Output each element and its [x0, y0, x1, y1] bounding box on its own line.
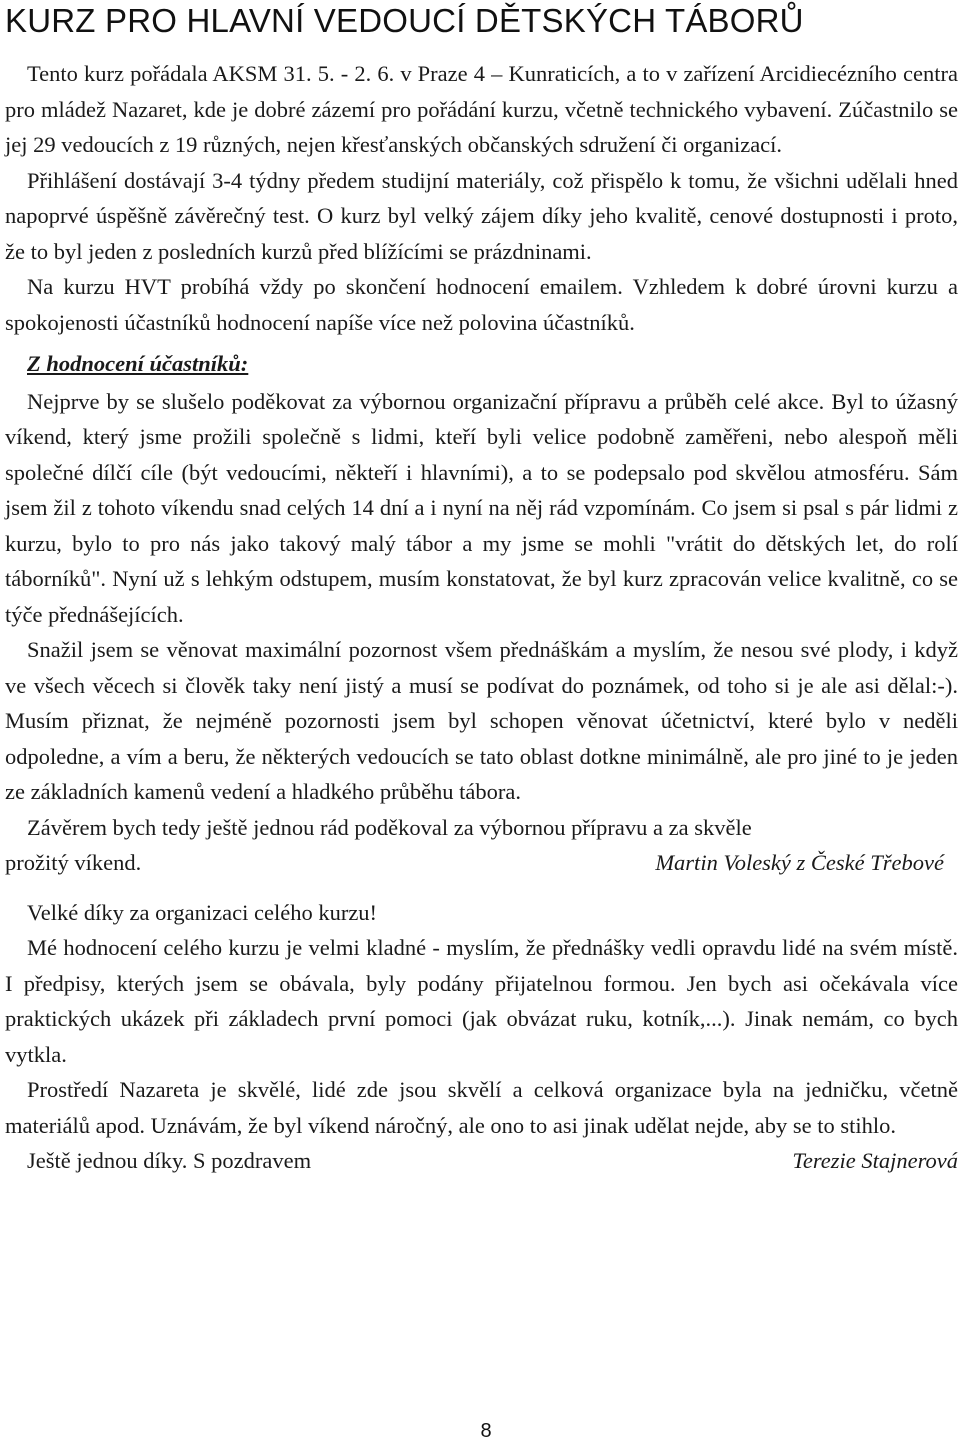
intro-paragraph-2: Přihlášení dostávají 3-4 týdny předem studijní materiály, což přispělo k tomu, že všichni udělali hned napoprvé úspěšně závěrečný test. O kurz byl velký zájem díky jeho kvalitě, cenové dostupnosti i proto, že to byl jeden z posledních kurzů před blížícími se prázdninami. [5, 167, 958, 264]
intro-paragraph-3: Na kurzu HVT probíhá vždy po skončení hodnocení emailem. Vzhledem k dobré úrovni kurzu a spokojenosti účastníků hodnocení napíše více než polovina účastníků. [5, 274, 958, 335]
review1-closing: Závěrem bych tedy ještě jednou rád poděkoval za výbornou přípravu a za skvěle [27, 814, 752, 840]
review2-signature: Terezie Stajnerová [792, 1148, 958, 1173]
review2-closing: Ještě jednou díky. S pozdravem [27, 1148, 312, 1173]
page-number: 8 [480, 1420, 492, 1442]
article-body [5, 56, 958, 1179]
review2-opening: Velké díky za organizaci celého kurzu! [27, 899, 378, 925]
review1-signature: Martin Voleský z České Třebové [655, 850, 944, 875]
review2-signature-line [5, 1143, 958, 1179]
review1-paragraph-1: Nejprve by se slušelo poděkovat za výbornou organizační přípravu a průběh celé akce. Byl to úžasný víkend, který jsme prožili společně s lidmi, kteří byli velice podobně zaměřeni, nebo alespoň měli společné dílčí cíle (být vedoucími, někteří i hlavními), a to se podepsalo pod skvělou atmosféru. Sám jsem žil z tohoto víkendu snad celých 14 dní a i nyní na něj rád vzpomínám. Co jsem si psal s pár lidmi z kurzu, bylo to pro nás jako takový malý tábor a my jsme se mohli "vrátit do dětských let, do rolí táborníků". Nyní už s lehkým odstupem, musím konstatovat, že byl kurz zpracován velice kvalitně, co se týče přednášejících. [5, 388, 958, 627]
review1-paragraph-2: Snažil jsem se věnovat maximální pozornost všem přednáškám a myslím, že nesou své plody, i když ve všech věcech si člověk taky není jistý a musí se podívat do poznámek, od toho si je ale asi dělal:-). Musím přiznat, že nejméně pozornosti jsem byl schopen věnovat účetnictví, které bylo v neděli odpoledne, a vím a beru, že některých vedoucích se tato oblast dotkne minimálně, ale pro jiné to je jeden ze základních kamenů vedení a hladkého průběhu tábora. [5, 637, 958, 804]
review2-paragraph-1: Mé hodnocení celého kurzu je velmi kladné - myslím, že přednášky vedli opravdu lidé na svém místě. I předpisy, kterých jsem se obávala, byly podány přijatelnou formou. Jen bych asi očekávala více praktických ukázek při základech první pomoci (jak obvázat ruku, kotník,...). Jinak nemám, co bych vytkla. [5, 935, 958, 1067]
review2-paragraph-2: Prostředí Nazareta je skvělé, lidé zde jsou skvělí a celková organizace byla na jedničku, včetně materiálů apod. Uznávám, že byl víkend náročný, ale ono to asi jinak udělat nejde, aby se to stihlo. [5, 1077, 958, 1138]
review1-closing-end: prožitý víkend. [5, 850, 142, 875]
intro-paragraph-1: Tento kurz pořádala AKSM 31. 5. - 2. 6. v Praze 4 – Kunraticích, a to v zařízení Arcidiecézního centra pro mládež Nazaret, kde je dobré zázemí pro pořádání kurzu, včetně technického vybavení. Zúčastnilo se jej 29 vedoucích z 19 různých, nejen křesťanských občanských sdružení či organizací. [5, 61, 958, 157]
review1-signature-line [5, 845, 958, 881]
section-heading: Z hodnocení účastníků: [27, 351, 249, 376]
page-title: KURZ PRO HLAVNÍ VEDOUCÍ DĚTSKÝCH TÁBORŮ [5, 2, 804, 39]
